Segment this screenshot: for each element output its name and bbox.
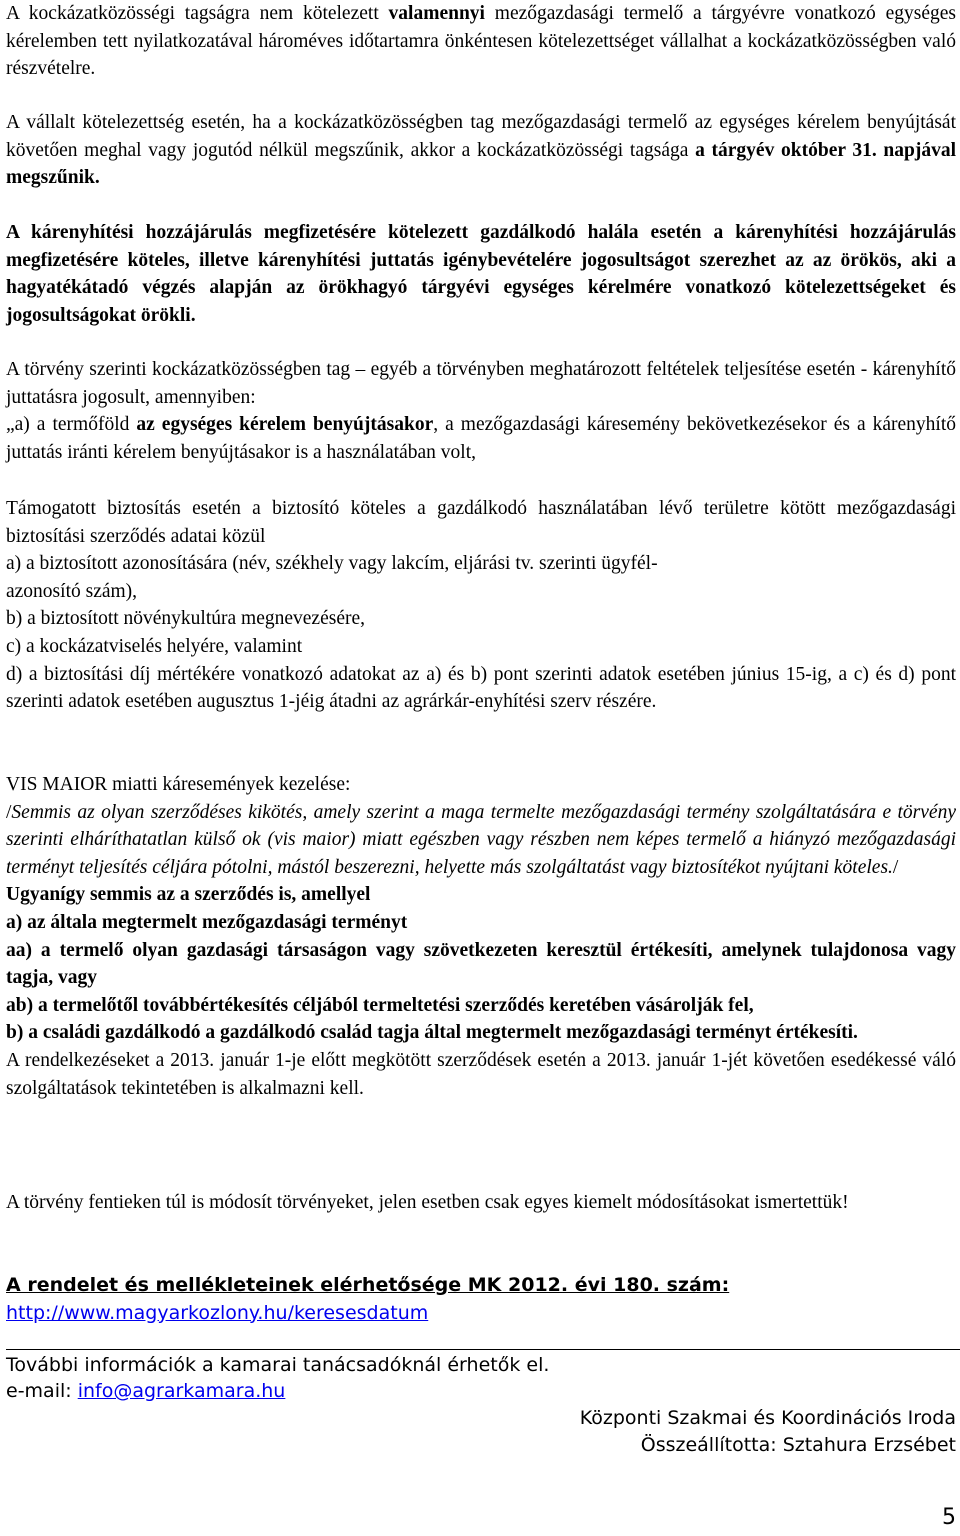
- bold-line-1: Ugyanígy semmis az a szerződés is, amellyel: [6, 884, 371, 906]
- emphasis-valamennyi: valamennyi: [388, 3, 485, 24]
- text: , a mezőgazdasági káresemény bekövetkezésekor és a kárenyhítő juttatás iránti kérelem benyújtásakor is a használatában volt,: [6, 414, 956, 463]
- footer-office: Központi Szakmai és Koordinációs Iroda: [579, 1407, 956, 1429]
- footer-compiled: Összeállította: Sztahura Erzsébet: [640, 1434, 956, 1456]
- section-title: VIS MAIOR miatti káresemények kezelése:: [6, 774, 351, 795]
- list-item-a: a) a biztosított azonosítására (név, székhely vagy lakcím, eljárási tv. szerinti ügyfél-azonosító szám),: [6, 553, 658, 602]
- italic-quote: /Semmis az olyan szerződéses kikötés, amely szerint a maga termelte mezőgazdasági termény szolgáltatására e törvény szerinti elháríthatatlan külső ok (vis maior) miatt egészben vagy részben nem képes termelő a hiányzó mezőgazdasági terményt teljesítés céljára pótolni, mástól beszerezni, helyette más szolgáltatást vagy biztosítékot nyújtani köteles./: [6, 801, 956, 878]
- availability-block: [6, 1272, 956, 1327]
- bold-line-5: b) a családi gazdálkodó a gazdálkodó család tagja által megtermelt mezőgazdasági terményt értékesíti.: [6, 1022, 858, 1044]
- availability-heading: A rendelet és mellékleteinek elérhetősége MK 2012. évi 180. szám:: [6, 1274, 730, 1296]
- paragraph-summary: A törvény fentieken túl is módosít törvényeket, jelen esetben csak egyes kiemelt módosításokat ismertettük!: [6, 1192, 849, 1213]
- paragraph-membership-end: [6, 109, 956, 192]
- email-link[interactable]: info@agrarkamara.hu: [77, 1380, 286, 1402]
- bold-line-4: ab) a termelőtől továbbértékesítés céljából termeltetési szerződés keretében vásárolják fel,: [6, 994, 754, 1016]
- footer-info: További információk a kamarai tanácsadóknál érhetők el.: [6, 1354, 550, 1376]
- emphasis-application: az egységes kérelem benyújtásakor: [136, 414, 434, 436]
- footer-email-line: e-mail: info@agrarkamara.hu: [6, 1380, 286, 1402]
- emphasis-date: a tárgyév október 31. napjával megszűnik.: [6, 139, 957, 189]
- applicability-note: A rendelkezéseket a 2013. január 1-je előtt megkötött szerződések esetén a 2013. január 1-jét követően esedékessé váló szolgáltatások tekintetében is alkalmazni kell.: [6, 1049, 956, 1099]
- text: A törvény szerinti kockázatközösségben tag – egyéb a törvényben meghatározott feltételek teljesítése esetén - kárenyhítő juttatásra jogosult, amennyiben:: [6, 359, 956, 408]
- list-item-b: b) a biztosított növénykultúra megnevezésére,: [6, 608, 365, 630]
- footer-block: [6, 1352, 956, 1404]
- footer-signature: [6, 1405, 956, 1459]
- section-vis-maior: [6, 771, 956, 1102]
- footer-divider: [6, 1349, 960, 1350]
- paragraph-insurance: [6, 495, 956, 716]
- text: A kockázatközösségi tagságra nem kötelezett: [6, 3, 389, 24]
- availability-link[interactable]: http://www.magyarkozlony.hu/keresesdatum: [6, 1301, 429, 1324]
- bold-line-3: aa) a termelő olyan gazdasági társaságon vagy szövetkezeten keresztül értékesíti, amelynek tulajdonosa vagy tagja, vagy: [6, 939, 956, 989]
- page-number: 5: [942, 1505, 956, 1530]
- list-item-d: d) a biztosítási díj mértékére vonatkozó adatokat az a) és b) pont szerinti adatok esetében június 15-ig, a c) és d) pont szerinti adatok esetében augusztus 1-jéig átadni az agrárkár-enyhítési szerv részére.: [6, 663, 956, 713]
- list-item-c: c) a kockázatviselés helyére, valamint: [6, 635, 303, 657]
- paragraph-voluntary-membership: [6, 0, 956, 83]
- text: „a) a termőföld: [6, 414, 137, 436]
- paragraph-heir: A kárenyhítési hozzájárulás megfizetésére kötelezett gazdálkodó halála esetén a kárenyhítési hozzájárulás megfizetésére köteles, illetve kárenyhítési juttatás igénybevételére jogosultságot szerezhet az az örökös, aki a hagyatékátadó végzés alapján az örökhagyó tárgyévi egységes kérelmére vonatkozó kötelezettségeket és jogosultságokat örökli.: [6, 222, 956, 326]
- bold-line-2: a) az általa megtermelt mezőgazdasági terményt: [6, 911, 408, 933]
- text: mezőgazdasági termelő a tárgyévre vonatkozó egységes kérelemben tett nyilatkozatával hároméves időtartamra önkéntesen kötelezettséget vállalhat a kockázatközösségben való részvételre.: [6, 3, 956, 80]
- paragraph-entitlement: [6, 356, 956, 466]
- text: A vállalt kötelezettség esetén, ha a kockázatközösségben tag mezőgazdasági termelő az egységes kérelem benyújtását követően meghal vagy jogutód nélkül megszűnik, akkor a kockázatközösségi tagsága: [6, 112, 956, 161]
- text: Támogatott biztosítás esetén a biztosító köteles a gazdálkodó használatában lévő területre kötött mezőgazdasági biztosítási szerződés adatai közül: [6, 498, 956, 547]
